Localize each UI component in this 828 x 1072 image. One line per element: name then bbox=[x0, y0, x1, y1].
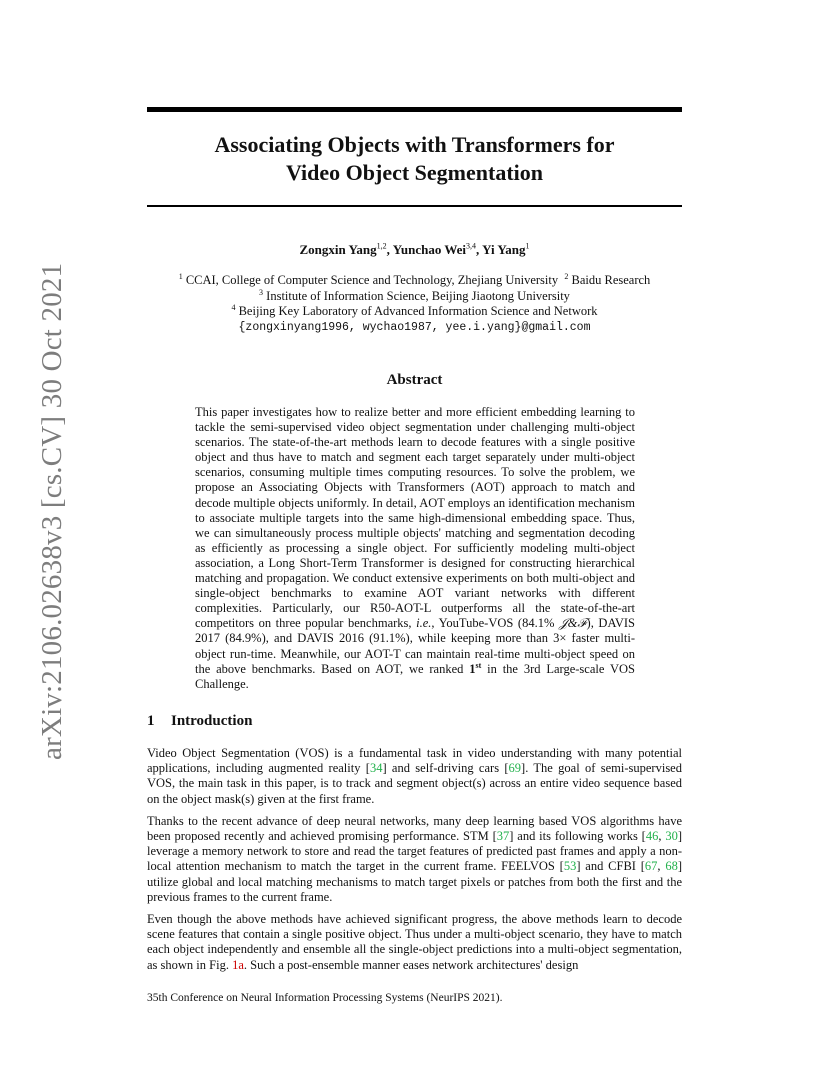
affiliations bbox=[147, 273, 682, 335]
affiliation-text: Institute of Information Science, Beijing Jiaotong University bbox=[266, 288, 570, 303]
title-top-rule bbox=[147, 107, 682, 112]
rank-suffix: st bbox=[475, 660, 482, 670]
citation-link[interactable]: 67 bbox=[644, 859, 658, 874]
affiliation-text: Beijing Key Laboratory of Advanced Information Science and Network bbox=[238, 304, 598, 318]
citation-link[interactable]: 68 bbox=[665, 859, 678, 874]
paragraph bbox=[147, 912, 682, 973]
author-emails[interactable]: {zongxinyang1996, wychao1987, yee.i.yang}@gmail.com bbox=[238, 320, 591, 334]
paragraph-text: ] and CFBI [ bbox=[576, 859, 645, 874]
paragraph-text: Even though the above methods have achieved significant progress, the above methods learn to decode scene features that contain a single positive object. Thus under a multi-object scenario, they have to match each object independently and ensemble all the single-object predictions into a multi-object segmentation, as shown in Fig. bbox=[147, 912, 682, 972]
affiliation-mark: 4 bbox=[231, 302, 236, 312]
paper-title bbox=[147, 131, 682, 187]
paragraph-text: ] utilize global and local matching mechanisms to match target pixels or patches from both the first and the previous frames to the current frame. bbox=[147, 859, 683, 904]
paragraph-text: Video Object Segmentation (VOS) is a fundamental task in video understanding with many potential applications, including augmented reality [ bbox=[147, 746, 682, 776]
abstract-text: This paper investigates how to realize better and more efficient embedding learning to tackle the semi-supervised video object segmentation under challenging multi-object scenarios. The state-of-the-art methods learn to decode features with a single positive object and thus have to match and segment each target separately under multi-object scenarios, consuming multiple times computing resources. To solve the problem, we propose an Associating Objects with Transformers (AOT) approach to match and decode multiple objects uniformly. In detail, AOT employs an identification mechanism to associate multiple targets into the same high-dimensional embedding space. Thus, we can simultaneously process multiple objects' matching and segmentation decoding as efficiently as processing a single object. For sufficiently modeling multi-object association, a Long Short-Term Transformer is designed for constructing hierarchical matching and propagation. We conduct extensive experiments on both multi-object and single-object benchmarks to examine AOT variant networks with different complexities. Particularly, our R50-AOT-L outperforms all the state-of-the-art competitors on three popular benchmarks, bbox=[195, 405, 635, 631]
rank-number: 1 bbox=[469, 661, 476, 676]
author-affiliation-mark: 1,2 bbox=[376, 241, 387, 251]
paragraph bbox=[147, 746, 682, 807]
paragraph bbox=[147, 814, 682, 905]
affiliation-mark: 1 bbox=[178, 271, 183, 281]
affiliation-line bbox=[147, 289, 682, 305]
section-title: Introduction bbox=[171, 713, 253, 729]
abstract-text: ), DAVIS 2017 (84.9%), and DAVIS 2016 (91.1%), while keeping more than 3× faster multi-object run-time. Meanwhile, our AOT-T can maintain real-time multi-object speed on the above benchmarks. Based on AOT, we ranked bbox=[195, 616, 636, 676]
author-list: Zongxin Yang$^{1,2}$, Yunchao Wei$^{3,4}$, Yi Yang$^1$ bbox=[299, 241, 530, 257]
abstract-text: in the 3rd Large-scale VOS Challenge. bbox=[195, 661, 636, 691]
citation-link[interactable]: 30 bbox=[665, 829, 678, 844]
section-number: 1 bbox=[147, 713, 155, 729]
affiliation-mark: 3 bbox=[259, 287, 264, 297]
conference-footer: 35th Conference on Neural Information Processing Systems (NeurIPS 2021). bbox=[147, 992, 503, 1004]
citation-link[interactable]: 46 bbox=[645, 829, 659, 844]
author-affiliation-mark: 3,4 bbox=[466, 241, 477, 251]
affiliation-line bbox=[147, 304, 682, 320]
author-name: Yunchao Wei bbox=[392, 242, 467, 257]
paragraph-text: ]. The goal of semi-supervised VOS, the main task in this paper, is to track and segment object(s) across an entire video sequence based on the object mask(s) given at the first frame. bbox=[147, 761, 682, 806]
title-bottom-rule bbox=[147, 205, 682, 207]
affiliation-mark: 2 bbox=[564, 271, 569, 281]
title-line-1: Associating Objects with Transformers for bbox=[214, 132, 615, 157]
figure-reference-link[interactable]: 1a bbox=[232, 957, 244, 972]
paragraph-text: , bbox=[657, 859, 666, 874]
section-heading-introduction bbox=[147, 713, 252, 730]
paragraph-text: ] and its following works [ bbox=[509, 829, 646, 844]
author-name: Zongxin Yang bbox=[299, 242, 377, 257]
abstract-emphasis: i.e. bbox=[416, 616, 432, 631]
paragraph-text: , bbox=[658, 829, 666, 844]
author-name: Yi Yang bbox=[482, 242, 526, 257]
paragraph-text: . Such a post-ensemble manner eases network architectures' design bbox=[243, 957, 579, 972]
title-line-2: Video Object Segmentation bbox=[285, 160, 544, 185]
affiliation-line bbox=[147, 273, 682, 289]
citation-link[interactable]: 34 bbox=[369, 761, 383, 776]
abstract-text: , YouTube-VOS (84.1% bbox=[431, 616, 559, 631]
citation-link[interactable]: 69 bbox=[508, 761, 522, 776]
affiliation-text: Baidu Research bbox=[571, 273, 651, 287]
author-affiliation-mark: 1 bbox=[525, 241, 530, 251]
abstract-heading: Abstract bbox=[386, 372, 443, 388]
paragraph-text: ] leverage a memory network to store and read the target features of predicted past frames and apply a non-local attention mechanism to match the target in the current frame. FEELVOS [ bbox=[147, 829, 683, 874]
arxiv-identifier: arXiv:2106.02638v3 [cs.CV] 30 Oct 2021 bbox=[36, 262, 68, 760]
citation-link[interactable]: 37 bbox=[496, 829, 510, 844]
abstract-metric: 𝒥&ℱ bbox=[558, 616, 587, 631]
abstract-rank bbox=[469, 662, 481, 676]
affiliation-text: CCAI, College of Computer Science and Technology, Zhejiang University bbox=[185, 273, 559, 287]
citation-link[interactable]: 53 bbox=[563, 859, 577, 874]
abstract-body bbox=[195, 405, 635, 692]
paragraph-text: ] and self-driving cars [ bbox=[382, 761, 509, 776]
introduction-body bbox=[147, 746, 682, 980]
paragraph-text: Thanks to the recent advance of deep neural networks, many deep learning based VOS algorithms have been proposed recently and achieved promising performance. STM [ bbox=[147, 813, 682, 844]
